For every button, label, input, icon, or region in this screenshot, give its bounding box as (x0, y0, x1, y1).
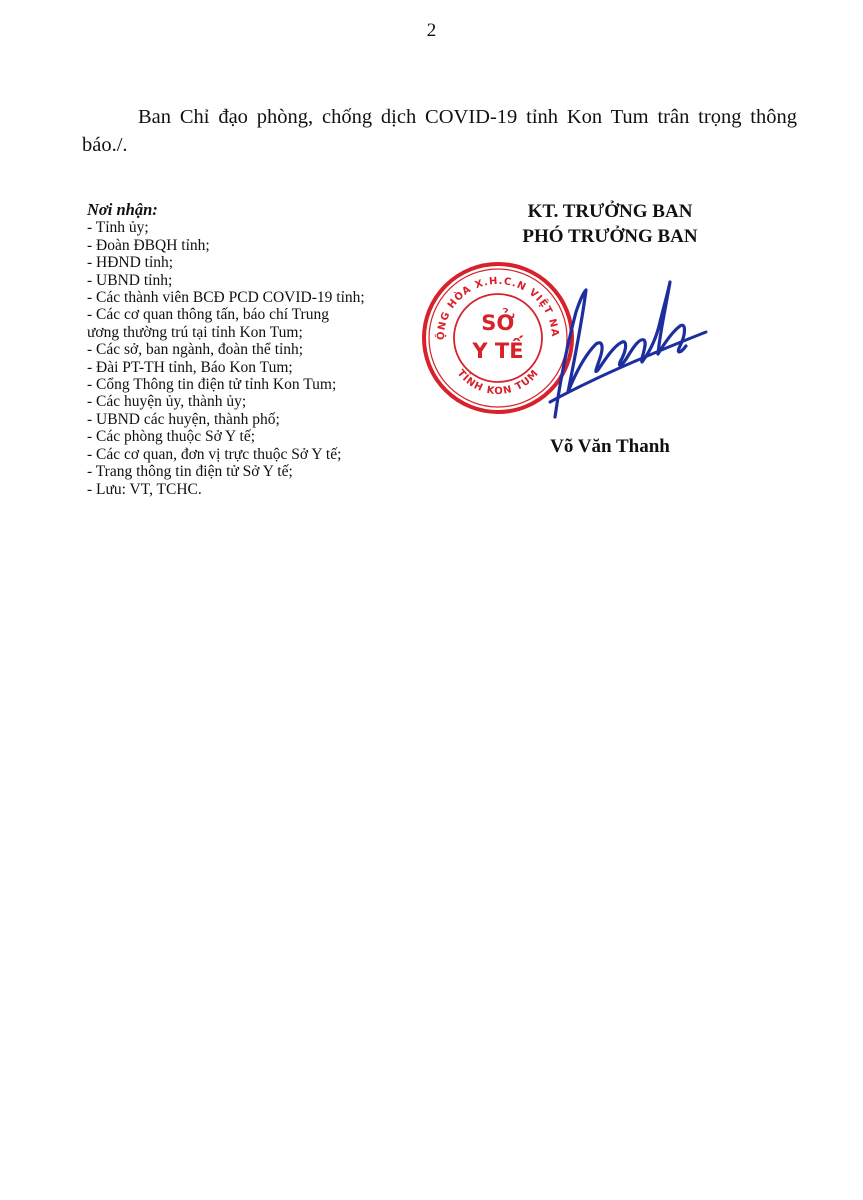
recipient-item: - Các cơ quan, đơn vị trực thuộc Sở Y tế; (87, 445, 342, 463)
recipient-item: - Đoàn ĐBQH tỉnh; (87, 236, 210, 254)
recipient-item: - Các huyện ủy, thành ủy; (87, 393, 247, 411)
recipients-list (87, 219, 427, 498)
page-number: 2 (426, 20, 437, 41)
handwritten-signature (510, 262, 710, 422)
seal-center-line1: SỞ (481, 311, 515, 335)
seal-ring-top-text: ỘNG HÒA X.H.C.N VIỆT NA (435, 275, 561, 341)
recipient-item: - Trang thông tin điện tử Sở Y tế; (87, 463, 293, 481)
recipient-item: - Các phòng thuộc Sở Y tế; (87, 428, 256, 446)
signature-block (440, 199, 780, 249)
seal-ring-bottom-text: TỈNH KON TUM (454, 367, 542, 398)
recipient-item: - Cổng Thông tin điện tử tỉnh Kon Tum; (87, 376, 337, 394)
recipients-heading: Nơi nhận: (87, 200, 158, 219)
recipient-item: - Tỉnh ủy; (87, 219, 149, 237)
recipient-item: - UBND tỉnh; (87, 271, 173, 289)
recipient-item: - Lưu: VT, TCHC. (87, 480, 202, 498)
signer-name: Võ Văn Thanh (550, 436, 670, 457)
signer-title-line1: KT. TRƯỞNG BAN (527, 201, 693, 222)
recipient-item: ương thường trú tại tỉnh Kon Tum; (87, 323, 303, 341)
recipient-item: - Các thành viên BCĐ PCD COVID-19 tỉnh; (87, 289, 365, 307)
recipient-item: - UBND các huyện, thành phố; (87, 410, 280, 428)
closing-paragraph-text: Ban Chỉ đạo phòng, chống dịch COVID-19 tỉnh Kon Tum trân trọng thông báo./. (82, 106, 797, 156)
recipients-block (87, 201, 427, 498)
seal-center-line2: Y TẾ (472, 339, 524, 363)
recipient-item: - Các sở, ban ngành, đoàn thể tỉnh; (87, 341, 304, 359)
recipient-item: - Các cơ quan thông tấn, báo chí Trung (87, 306, 329, 324)
closing-paragraph (82, 103, 797, 159)
signature-graphic (510, 262, 710, 422)
recipient-item: - HĐND tỉnh; (87, 254, 174, 272)
recipient-item: - Đài PT-TH tỉnh, Báo Kon Tum; (87, 358, 293, 376)
signer-title-line2: PHÓ TRƯỞNG BAN (522, 226, 698, 247)
